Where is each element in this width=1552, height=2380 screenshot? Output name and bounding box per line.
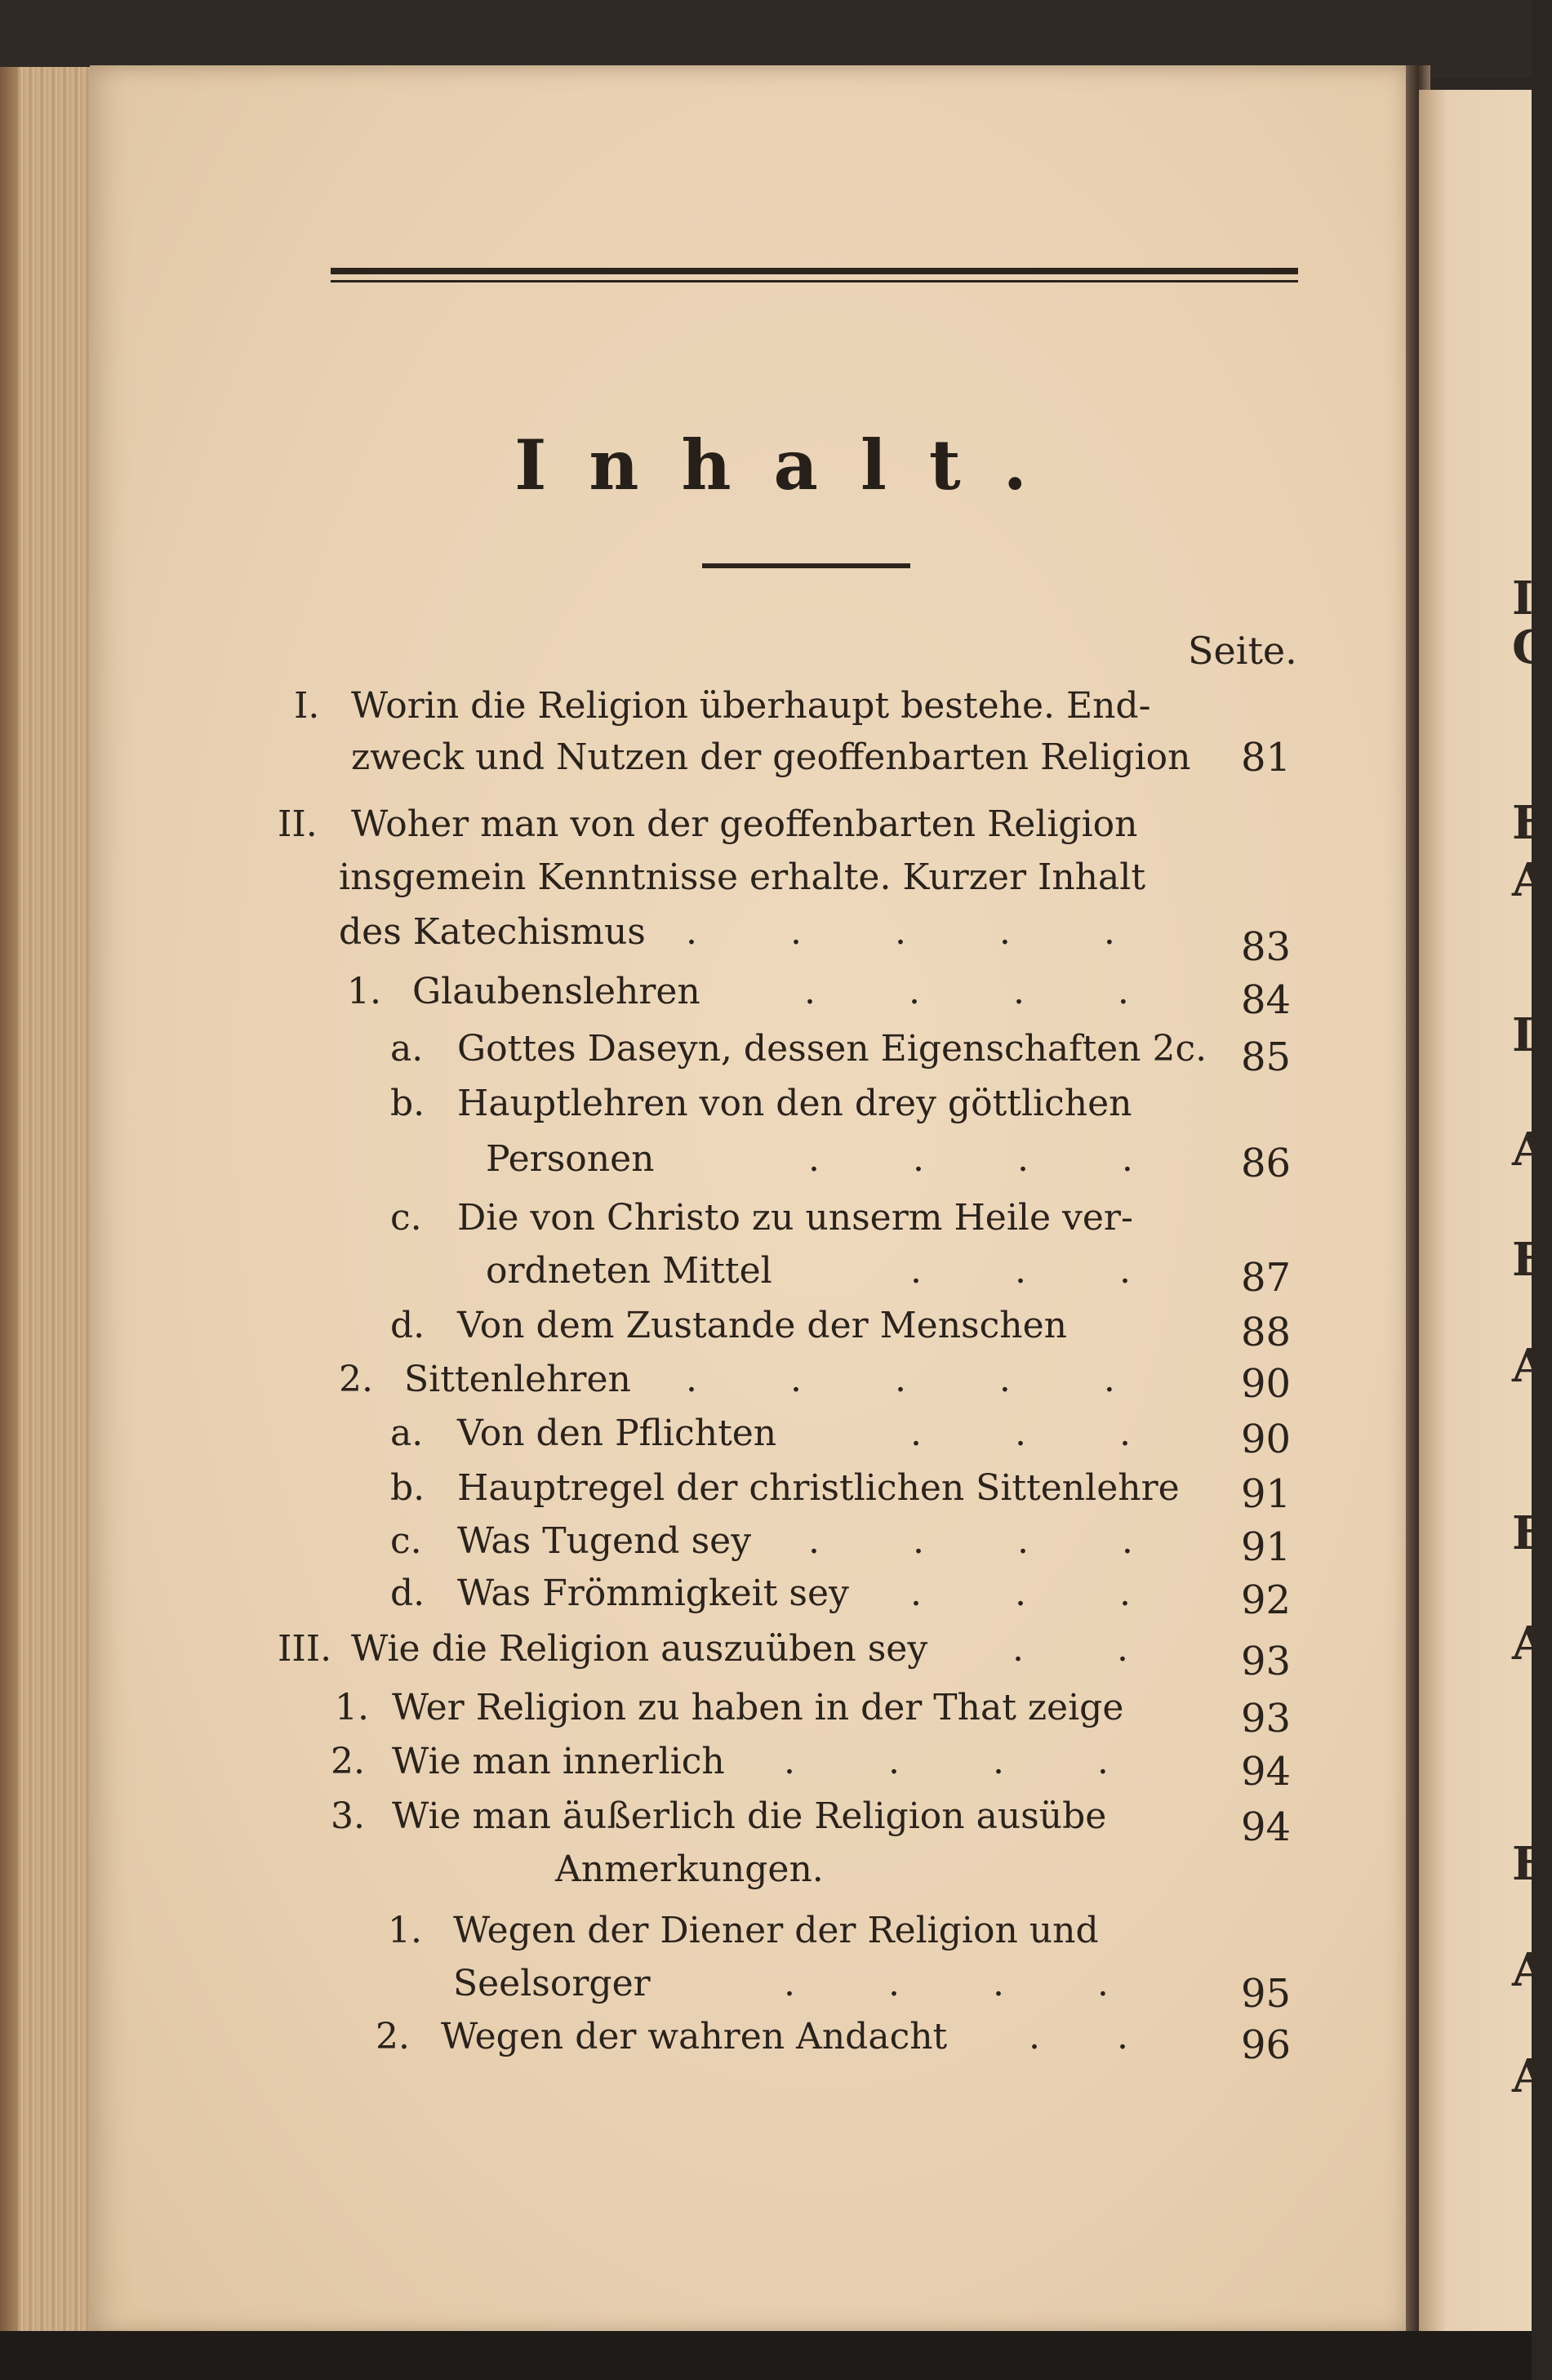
entry-line: Glaubenslehren xyxy=(412,971,700,1012)
page-number: 94 xyxy=(1241,1749,1292,1795)
entry-line: Von den Pflichten xyxy=(457,1412,777,1454)
page-number: 93 xyxy=(1241,1696,1292,1742)
entry-line: Wie man innerlich xyxy=(392,1741,725,1782)
entry-number: c. xyxy=(390,1197,422,1239)
page-number: 90 xyxy=(1241,1417,1292,1462)
facing-page-letter: A xyxy=(1512,1617,1548,1670)
facing-page-letter: E xyxy=(1512,796,1547,850)
entry-number: 3. xyxy=(331,1795,365,1837)
entry-number: d. xyxy=(390,1573,425,1614)
entry-line: Personen xyxy=(486,1138,655,1180)
leader-dots: . . . . xyxy=(804,971,1170,1012)
entry-number: a. xyxy=(390,1412,424,1454)
page-number: 91 xyxy=(1241,1524,1292,1570)
title-underline xyxy=(702,563,910,568)
entry-number: c. xyxy=(390,1520,422,1562)
page-title: Inhalt. xyxy=(514,425,1070,505)
page-number: 95 xyxy=(1241,1971,1292,2017)
entry-line: Was Frömmigkeit sey xyxy=(457,1573,849,1614)
page-number: 87 xyxy=(1241,1255,1292,1301)
leader-dots: . . . . xyxy=(784,1963,1150,2004)
background-bottom xyxy=(0,2331,1532,2380)
page-number: 96 xyxy=(1241,2022,1292,2068)
entry-number: d. xyxy=(390,1305,425,1346)
entry-line: Wegen der wahren Andacht xyxy=(441,2016,948,2057)
leader-dots: . . xyxy=(1012,1628,1169,1670)
entry-line: des Katechismus xyxy=(339,911,646,953)
leader-dots: . . . . xyxy=(784,1741,1150,1782)
entry-line: Worin die Religion überhaupt bestehe. End- xyxy=(351,685,1151,727)
entry-number: b. xyxy=(390,1083,425,1124)
leader-dots: . . . . . xyxy=(686,1359,1156,1400)
leader-dots: . . . . . xyxy=(686,911,1156,953)
entry-number: 1. xyxy=(388,1910,422,1951)
page-number: 83 xyxy=(1241,924,1292,970)
entry-line: Wie die Religion auszuüben sey xyxy=(351,1628,928,1670)
facing-page-letter: I xyxy=(1512,572,1534,625)
page-number: 84 xyxy=(1241,977,1292,1023)
entry-line: ordneten Mittel xyxy=(486,1250,772,1292)
leader-dots: . . . xyxy=(910,1250,1172,1292)
entry-number: 2. xyxy=(339,1359,373,1400)
page-number: 91 xyxy=(1241,1471,1292,1517)
entry-line: zweck und Nutzen der geoffenbarten Religion xyxy=(351,736,1191,778)
entry-number: 1. xyxy=(347,971,381,1012)
entry-number: II. xyxy=(278,803,318,845)
facing-page-letter: F xyxy=(1512,1506,1545,1560)
leader-dots: . . xyxy=(1029,2016,1161,2057)
entry-number: b. xyxy=(390,1467,425,1509)
facing-page-letter: D xyxy=(1512,1008,1552,1062)
page-number: 94 xyxy=(1241,1804,1292,1850)
entry-number: III. xyxy=(278,1628,332,1670)
header-rule-thick xyxy=(331,268,1298,274)
facing-page-letter: A xyxy=(1512,853,1548,907)
entry-number: a. xyxy=(390,1028,424,1070)
entry-line: Die von Christo zu unserm Heile ver- xyxy=(457,1197,1133,1239)
entry-line: Seelsorger xyxy=(453,1963,651,2004)
leader-dots: . . . xyxy=(910,1412,1172,1454)
facing-page-letter: A xyxy=(1512,2049,1548,2103)
facing-page-letter: A xyxy=(1512,1339,1548,1393)
entry-line: Wie man äußerlich die Religion ausübe xyxy=(392,1795,1107,1837)
entry-line: Gottes Daseyn, dessen Eigenschaften 2c. xyxy=(457,1028,1207,1070)
entry-line: Von dem Zustande der Menschen xyxy=(457,1305,1067,1346)
facing-page-letter: A xyxy=(1512,1943,1548,1997)
header-rule-thin xyxy=(331,280,1298,282)
entry-line: Wer Religion zu haben in der That zeige xyxy=(392,1687,1124,1728)
book-spine xyxy=(0,67,18,2345)
page-number: 92 xyxy=(1241,1577,1292,1623)
leader-dots: . . . . xyxy=(808,1138,1174,1180)
facing-page-letter: A xyxy=(1512,1123,1548,1177)
entry-line: Wegen der Diener der Religion und xyxy=(453,1910,1099,1951)
entry-line: Woher man von der geoffenbarten Religion xyxy=(351,803,1138,845)
entry-line: Was Tugend sey xyxy=(457,1520,752,1562)
page-number: 81 xyxy=(1241,735,1292,781)
entry-line: Anmerkungen. xyxy=(555,1848,824,1890)
entry-number: 2. xyxy=(376,2016,410,2057)
facing-page-letter: C xyxy=(1512,621,1549,674)
leader-dots: . . . . xyxy=(808,1520,1174,1562)
facing-page-letter: F xyxy=(1512,1837,1545,1891)
page-number: 88 xyxy=(1241,1310,1292,1355)
entry-line: Hauptlehren von den drey göttlichen xyxy=(457,1083,1132,1124)
page-column-label: Seite. xyxy=(1188,629,1297,673)
page-number: 90 xyxy=(1241,1361,1292,1407)
page-number: 86 xyxy=(1241,1141,1292,1186)
facing-page xyxy=(1419,90,1532,2343)
page-number: 85 xyxy=(1241,1034,1292,1080)
leader-dots: . . . xyxy=(910,1573,1172,1614)
entry-number: 1. xyxy=(335,1687,369,1728)
entry-line: Sittenlehren xyxy=(404,1359,631,1400)
entry-number: I. xyxy=(294,685,320,727)
entry-line: insgemein Kenntnisse erhalte. Kurzer Inhalt xyxy=(339,856,1146,898)
entry-line: Hauptregel der christlichen Sittenlehre xyxy=(457,1467,1180,1509)
entry-number: 2. xyxy=(331,1741,365,1782)
facing-page-letter: E xyxy=(1512,1233,1547,1287)
page-number: 93 xyxy=(1241,1639,1292,1684)
page-edges-stack xyxy=(0,67,98,2345)
